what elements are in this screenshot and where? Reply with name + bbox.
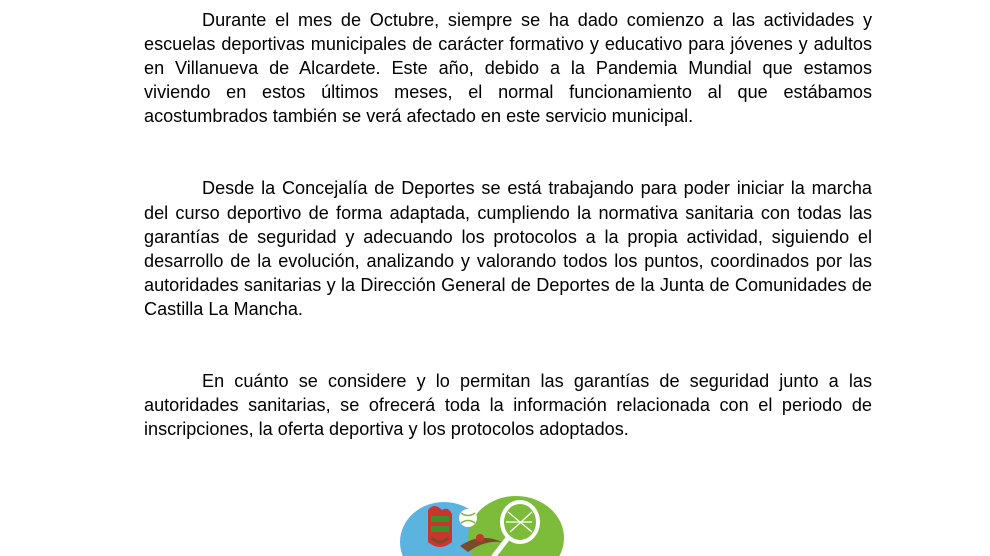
logo-ball-shape bbox=[459, 509, 477, 527]
document-body bbox=[144, 8, 872, 441]
paragraph-inscripciones: En cuánto se considere y lo permitan las garantías de seguridad junto a las autoridades sanitarias, se ofrecerá toda la información relacionada con el periodo de inscripciones, la oferta deportiva y los protocolos adoptados. bbox=[144, 371, 872, 440]
paragraph-intro: Durante el mes de Octubre, siempre se ha dado comienzo a las actividades y escuelas deportivas municipales de carácter formativo y educativo para jóvenes y adultos en Villanueva de Alcardete. Este año, debido a la Pandemia Mundial que estamos viviendo en estos últimos meses, el normal funcionamiento al que estábamos acostumbrados también se verá afectado en este servicio municipal. bbox=[144, 10, 872, 127]
sports-logo-icon bbox=[398, 494, 568, 556]
sports-logo-graphic bbox=[398, 494, 568, 556]
logo-runner-head bbox=[476, 534, 484, 542]
paragraph-concejalia: Desde la Concejalía de Deportes se está trabajando para poder iniciar la marcha del curso deportivo de forma adaptada, cumpliendo la normativa sanitaria con todas las garantías de seguridad y adecuando los protocolos a la propia actividad, siguiendo el desarrollo de la evolución, analizando y valorando todos los puntos, coordinados por las autoridades sanitarias y la Dirección General de Deportes de la Junta de Comunidades de Castilla La Mancha. bbox=[144, 178, 872, 319]
